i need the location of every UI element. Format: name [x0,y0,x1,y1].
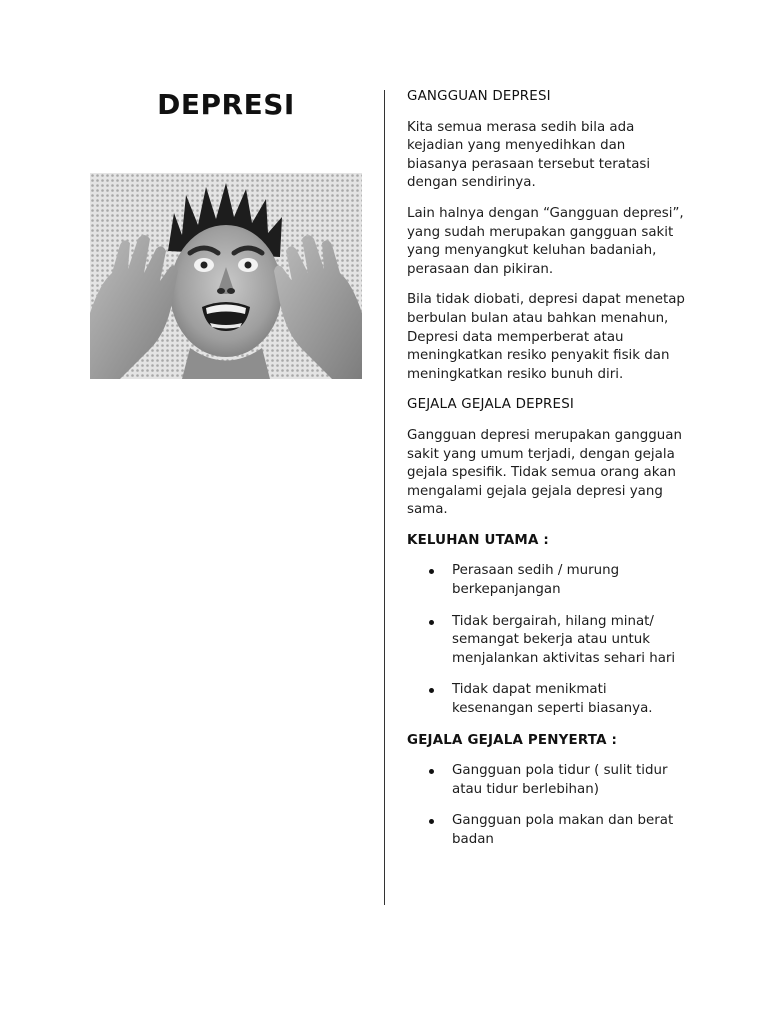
column-divider [384,90,385,905]
list-item [407,762,689,799]
section-heading-gejala-depresi: GEJALA GEJALA DEPRESI [407,397,575,413]
paragraph: Gangguan depresi merupakan gangguan sakit yang umum terjadi, dengan gejala gejala spesifik. Tidak semua orang akan mengalami gejala gejala depresi yang sama. [407,427,682,518]
section-heading-gangguan-depresi: GANGGUAN DEPRESI [407,89,551,104]
content-column [407,88,689,863]
list-item-text: Gangguan pola tidur ( sulit tidur atau tidur berlebihan) [452,763,668,797]
list-item [407,562,689,599]
list-item [407,812,689,849]
gejala-penyerta-list [407,762,689,849]
list-item-text: Tidak bergairah, hilang minat/ semangat bekerja atau untuk menjalankan aktivitas sehari hari [452,613,676,666]
stressed-man-photo [90,173,362,379]
section-heading-keluhan-utama: KELUHAN UTAMA : [407,532,549,548]
list-item-text: Tidak dapat menikmati kesenangan seperti biasanya. [452,682,653,717]
page-title: DEPRESI [157,88,295,121]
list-item [407,613,689,669]
bullet-icon [429,769,434,774]
bullet-icon [429,819,434,824]
list-item-text: Perasaan sedih / murung berkepanjangan [452,563,620,598]
paragraph: Lain halnya dengan “Gangguan depresi”, yang sudah merupakan gangguan sakit yang menyangkut keluhan badaniah, perasaan dan pikiran. [407,205,684,277]
bullet-icon [429,620,434,625]
paragraph: Kita semua merasa sedih bila ada kejadian yang menyedihkan dan biasanya perasaan tersebut teratasi dengan sendirinya. [407,119,651,191]
paragraph: Bila tidak diobati, depresi dapat menetap berbulan bulan atau bahkan menahun, Depresi data memperberat atau meningkatkan resiko penyakit fisik dan meningkatkan resiko bunuh diri. [407,292,685,382]
list-item-text: Gangguan pola makan dan berat badan [452,813,674,847]
keluhan-utama-list [407,562,689,718]
bullet-icon [429,569,434,574]
list-item [407,681,689,718]
section-heading-gejala-penyerta: GEJALA GEJALA PENYERTA : [407,732,618,748]
bullet-icon [429,688,434,693]
